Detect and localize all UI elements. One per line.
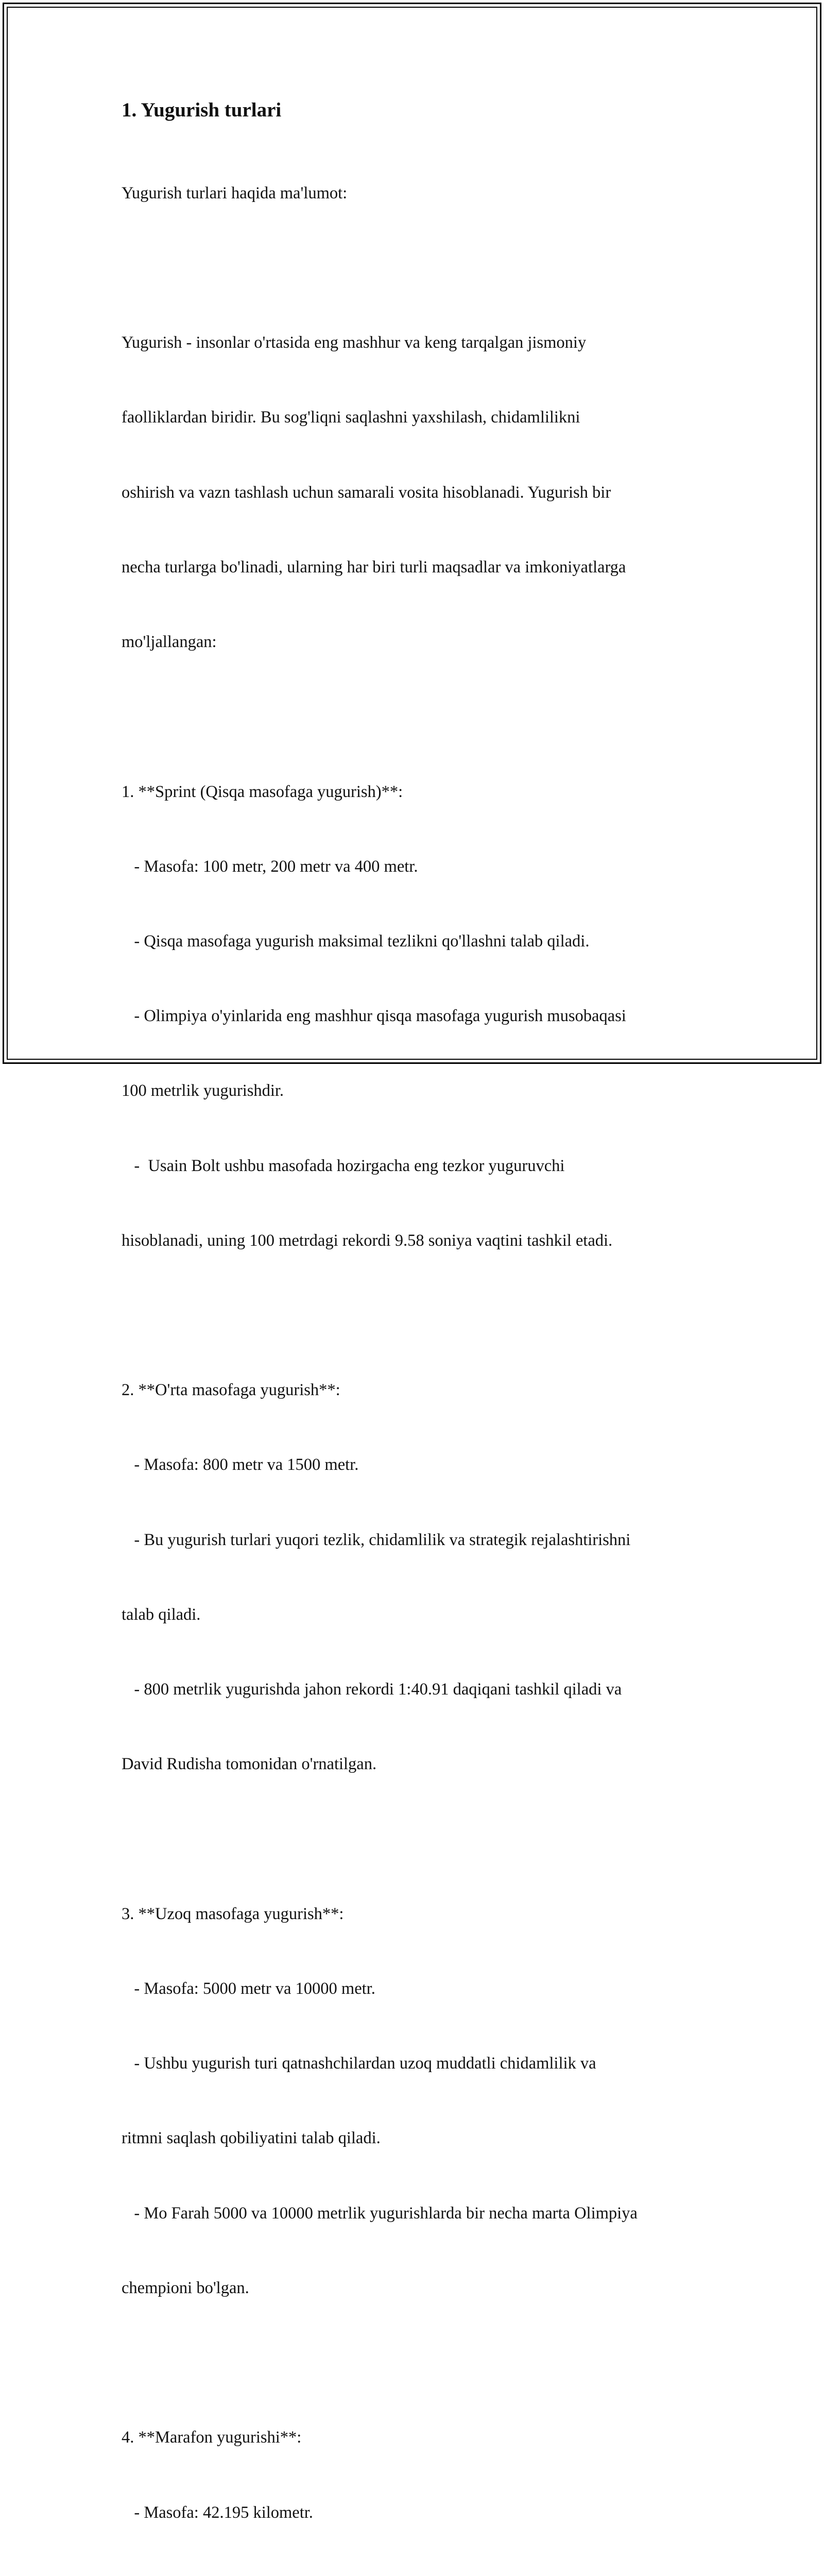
- blank-line: [122, 704, 714, 729]
- list-subitem: - Masofa: 100 metr, 200 metr va 400 metr.: [122, 857, 418, 876]
- list-subitem: - Ushbu yugurish turi qatnashchilardan uzoq muddatli chidamlilik va: [122, 2054, 596, 2073]
- text-line: mo'ljallangan:: [122, 633, 217, 652]
- list-subitem: 100 metrlik yugurishdir.: [122, 1081, 284, 1100]
- list-subitem: talab qiladi.: [122, 1605, 201, 1624]
- text-line: Yugurish - insonlar o'rtasida eng mashhur va keng tarqalgan jismoniy: [122, 333, 587, 352]
- list-subitem: - Qisqa masofaga yugurish maksimal tezlikni qo'llashni talab qiladi.: [122, 931, 590, 951]
- blank-line: [122, 2350, 714, 2375]
- list-subitem: - Masofa: 800 metr va 1500 metr.: [122, 1455, 359, 1475]
- list-subitem: - Olimpiya o'yinlarida eng mashhur qisqa masofaga yugurish musobaqasi: [122, 1007, 626, 1026]
- list-subitem: - 800 metrlik yugurishda jahon rekordi 1:40.91 daqiqani tashkil qiladi va: [122, 1680, 622, 1699]
- list-item-heading: 3. **Uzoq masofaga yugurish**:: [122, 1904, 344, 1923]
- list-item-heading: 2. **O'rta masofaga yugurish**:: [122, 1381, 340, 1400]
- list-subitem: - Bu yugurish turlari yuqori tezlik, chidamlilik va strategik rejalashtirishni: [122, 1530, 631, 1549]
- text-line: oshirish va vazn tashlash uchun samarali vosita hisoblanadi. Yugurish bir: [122, 483, 611, 502]
- blank-line: [122, 1827, 714, 1852]
- list-item-heading: 4. **Marafon yugurishi**:: [122, 2428, 302, 2447]
- document-body: [122, 96, 714, 2576]
- text-line: faolliklardan biridir. Bu sog'liqni saqlashni yaxshilash, chidamlilikni: [122, 408, 580, 427]
- document-heading: 1. Yugurish turlari: [122, 99, 282, 121]
- text-line: necha turlarga bo'linadi, ularning har biri turli maqsadlar va imkoniyatlarga: [122, 557, 626, 577]
- list-subitem: - Usain Bolt ushbu masofada hozirgacha eng tezkor yuguruvchi: [122, 1156, 565, 1175]
- list-item-heading: 1. **Sprint (Qisqa masofaga yugurish)**:: [122, 782, 403, 801]
- list-subitem: - Masofa: 5000 metr va 10000 metr.: [122, 1979, 375, 1998]
- list-subitem: - Mo Farah 5000 va 10000 metrlik yugurishlarda bir necha marta Olimpiya: [122, 2204, 638, 2223]
- blank-line: [122, 1303, 714, 1328]
- list-subitem: chempioni bo'lgan.: [122, 2278, 249, 2297]
- list-subitem: - Masofa: 42.195 kilometr.: [122, 2503, 313, 2522]
- list-subitem: David Rudisha tomonidan o'rnatilgan.: [122, 1755, 377, 1774]
- blank-line: [122, 256, 714, 280]
- document-text: [122, 131, 714, 2576]
- list-subitem: hisoblanadi, uning 100 metrdagi rekordi 9.58 soniya vaqtini tashkil etadi.: [122, 1231, 613, 1250]
- list-subitem: ritmni saqlash qobiliyatini talab qiladi.: [122, 2129, 381, 2148]
- text-line: Yugurish turlari haqida ma'lumot:: [122, 183, 348, 202]
